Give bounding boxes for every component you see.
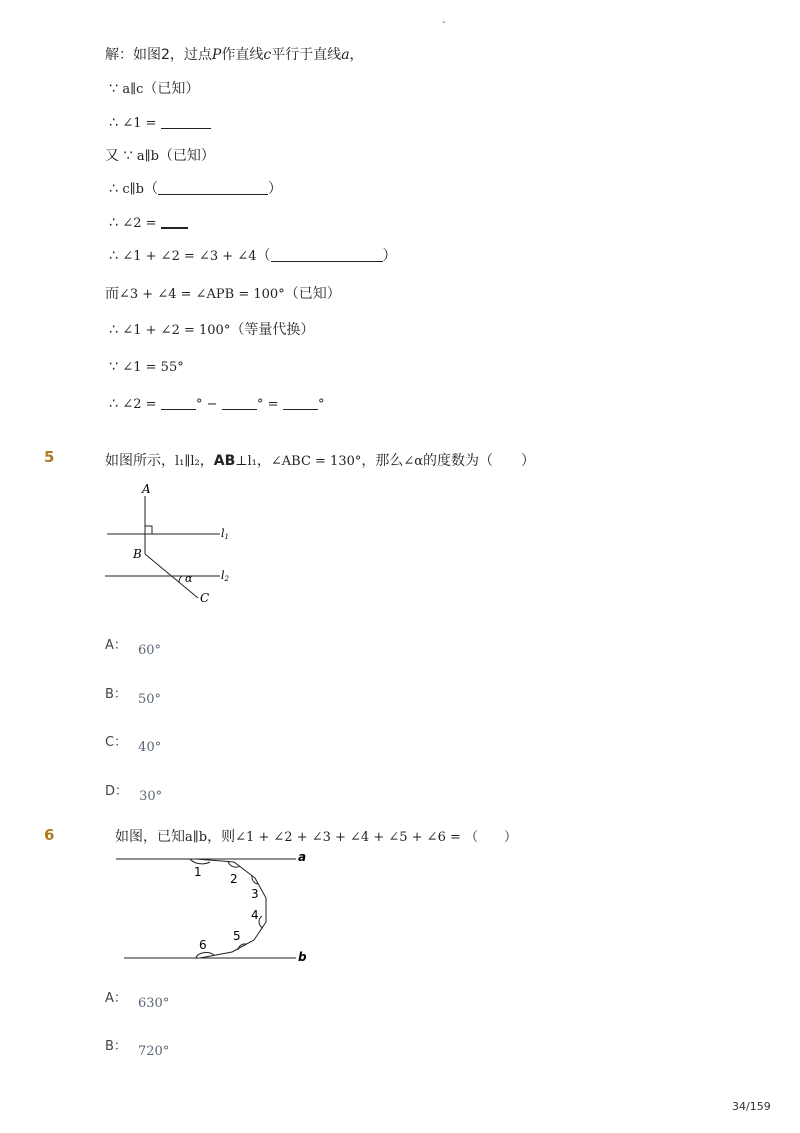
solution-text: 而 <box>105 286 119 302</box>
because-symbol: 又 ∵ <box>105 148 137 164</box>
math-expr: l₁∥l₂ <box>175 454 200 469</box>
math-expr: ° = <box>257 397 279 412</box>
label-b: b <box>298 950 307 964</box>
math-expr: ° − <box>196 397 218 412</box>
answer-blank[interactable] <box>222 395 257 410</box>
answer-blank[interactable] <box>161 395 196 410</box>
option-label: B： <box>105 687 127 702</box>
option-label: D： <box>105 784 129 799</box>
reason-text: （已知） <box>143 81 200 97</box>
math-expr: ∠2 = <box>122 216 157 231</box>
label-b: B <box>133 547 142 561</box>
because-symbol: ∵ <box>109 359 123 375</box>
line-c: c <box>263 47 272 63</box>
option-value: 720° <box>138 1044 170 1059</box>
solution-line-1 <box>105 45 364 65</box>
q5-figure <box>100 478 240 608</box>
question-5-stem <box>105 451 535 472</box>
option-value: 630° <box>138 996 170 1011</box>
label-1: 1 <box>194 865 202 879</box>
solution-text: 解：如图2，过点 <box>105 47 212 63</box>
label-a: A <box>142 482 151 496</box>
label-l1 <box>221 527 229 541</box>
label-2: 2 <box>230 872 238 886</box>
label-3: 3 <box>251 887 259 901</box>
angle-alpha-arc <box>179 576 182 582</box>
question-text: 如图，已知 <box>115 829 185 845</box>
solution-line-2 <box>109 79 199 100</box>
label-c: C <box>200 591 210 605</box>
reason-open: （ <box>256 248 271 264</box>
point-p: P <box>211 47 222 63</box>
option-label: A： <box>105 991 127 1006</box>
math-expr: ∠3 + ∠4 = ∠APB = 100° <box>119 287 285 302</box>
segment-ab: AB <box>213 453 236 469</box>
math-expr: a∥b <box>136 149 159 164</box>
math-expr: ∠1 = <box>122 116 157 131</box>
option-value: 30° <box>139 789 163 804</box>
label-6: 6 <box>199 938 207 952</box>
solution-line-4 <box>105 146 215 167</box>
label-l1-sub: 1 <box>224 533 229 541</box>
reason-close: ） <box>267 181 282 197</box>
label-alpha: α <box>185 572 193 585</box>
therefore-symbol: ∴ <box>109 396 123 412</box>
reason-text: （已知） <box>284 286 341 302</box>
math-expr: a∥c <box>122 82 144 97</box>
math-expr: c∥b <box>122 182 144 197</box>
therefore-symbol: ∴ <box>109 322 123 338</box>
solution-line-11 <box>109 394 324 415</box>
question-number: 6 <box>44 826 55 844</box>
because-symbol: ∵ <box>109 81 123 97</box>
label-l2-letter: l <box>221 569 225 582</box>
therefore-symbol: ∴ <box>109 215 123 231</box>
solution-line-8 <box>105 284 341 305</box>
question-number: 5 <box>44 448 55 466</box>
q5-option-b[interactable] <box>105 683 162 707</box>
question-text: ，则 <box>207 829 236 845</box>
math-expr: ∠1 + ∠2 = ∠3 + ∠4 <box>122 249 257 264</box>
angle-4-arc <box>259 916 263 928</box>
reason-close: ） <box>382 248 397 264</box>
question-text: 如图所示， <box>105 453 175 469</box>
label-l2 <box>221 569 230 583</box>
option-value: 40° <box>138 740 162 755</box>
solution-text: 平行于直线 <box>271 47 342 63</box>
q5-option-a[interactable] <box>105 634 162 658</box>
solution-line-6 <box>109 213 188 234</box>
math-expr: ∠1 = 55° <box>122 360 184 375</box>
label-a: a <box>298 850 307 864</box>
option-value: 50° <box>138 692 162 707</box>
option-label: B： <box>105 1039 127 1054</box>
answer-blank[interactable] <box>161 114 211 129</box>
therefore-symbol: ∴ <box>109 248 123 264</box>
reason-blank[interactable] <box>271 247 383 262</box>
label-l2-sub: 2 <box>224 575 229 583</box>
math-expr: a∥b <box>185 830 208 845</box>
solution-text: ， <box>349 47 364 63</box>
question-text: 的度数为（ ） <box>423 453 536 469</box>
answer-blank[interactable] <box>283 395 318 410</box>
math-expr: ∠α <box>403 454 424 469</box>
option-label: C： <box>105 735 128 750</box>
right-angle-marker <box>145 526 152 534</box>
question-text: ，那么 <box>361 453 404 469</box>
solution-line-9 <box>109 320 314 341</box>
label-4: 4 <box>251 908 259 922</box>
q5-option-c[interactable] <box>105 731 162 755</box>
math-expr: ° <box>317 397 325 412</box>
option-value: 60° <box>138 643 162 658</box>
header-dash: - <box>442 17 446 28</box>
question-6-stem <box>115 827 517 848</box>
reason-text: （已知） <box>158 148 215 164</box>
reason-blank[interactable] <box>158 180 268 195</box>
question-text: ， <box>256 453 271 469</box>
math-expr: ⊥l₁ <box>235 454 257 469</box>
solution-line-10 <box>109 357 184 378</box>
page-number: 34/159 <box>732 1100 771 1113</box>
q6-option-a[interactable] <box>105 987 170 1011</box>
math-expr: ∠1 + ∠2 = 100° <box>122 323 231 338</box>
solution-line-5 <box>109 179 282 200</box>
answer-blank[interactable] <box>161 213 188 229</box>
option-label: A： <box>105 638 127 653</box>
therefore-symbol: ∴ <box>109 181 123 197</box>
label-5: 5 <box>233 929 241 943</box>
therefore-symbol: ∴ <box>109 115 123 131</box>
solution-line-7 <box>109 246 397 267</box>
solution-text: 作直线 <box>221 47 264 63</box>
q5-option-d[interactable] <box>105 780 163 804</box>
label-l1-letter: l <box>221 527 225 540</box>
question-text: ， <box>199 453 214 469</box>
math-expr: ∠ABC = 130° <box>270 454 362 469</box>
solution-line-3 <box>109 113 211 134</box>
q6-option-b[interactable] <box>105 1035 170 1059</box>
reason-open: （ <box>143 181 158 197</box>
reason-text: （等量代换） <box>230 322 315 338</box>
math-expr: ∠2 = <box>122 397 157 412</box>
math-expr: ∠1 + ∠2 + ∠3 + ∠4 + ∠5 + ∠6 = （ ） <box>235 830 518 845</box>
q6-figure <box>110 848 320 966</box>
line-a: a <box>341 47 350 63</box>
